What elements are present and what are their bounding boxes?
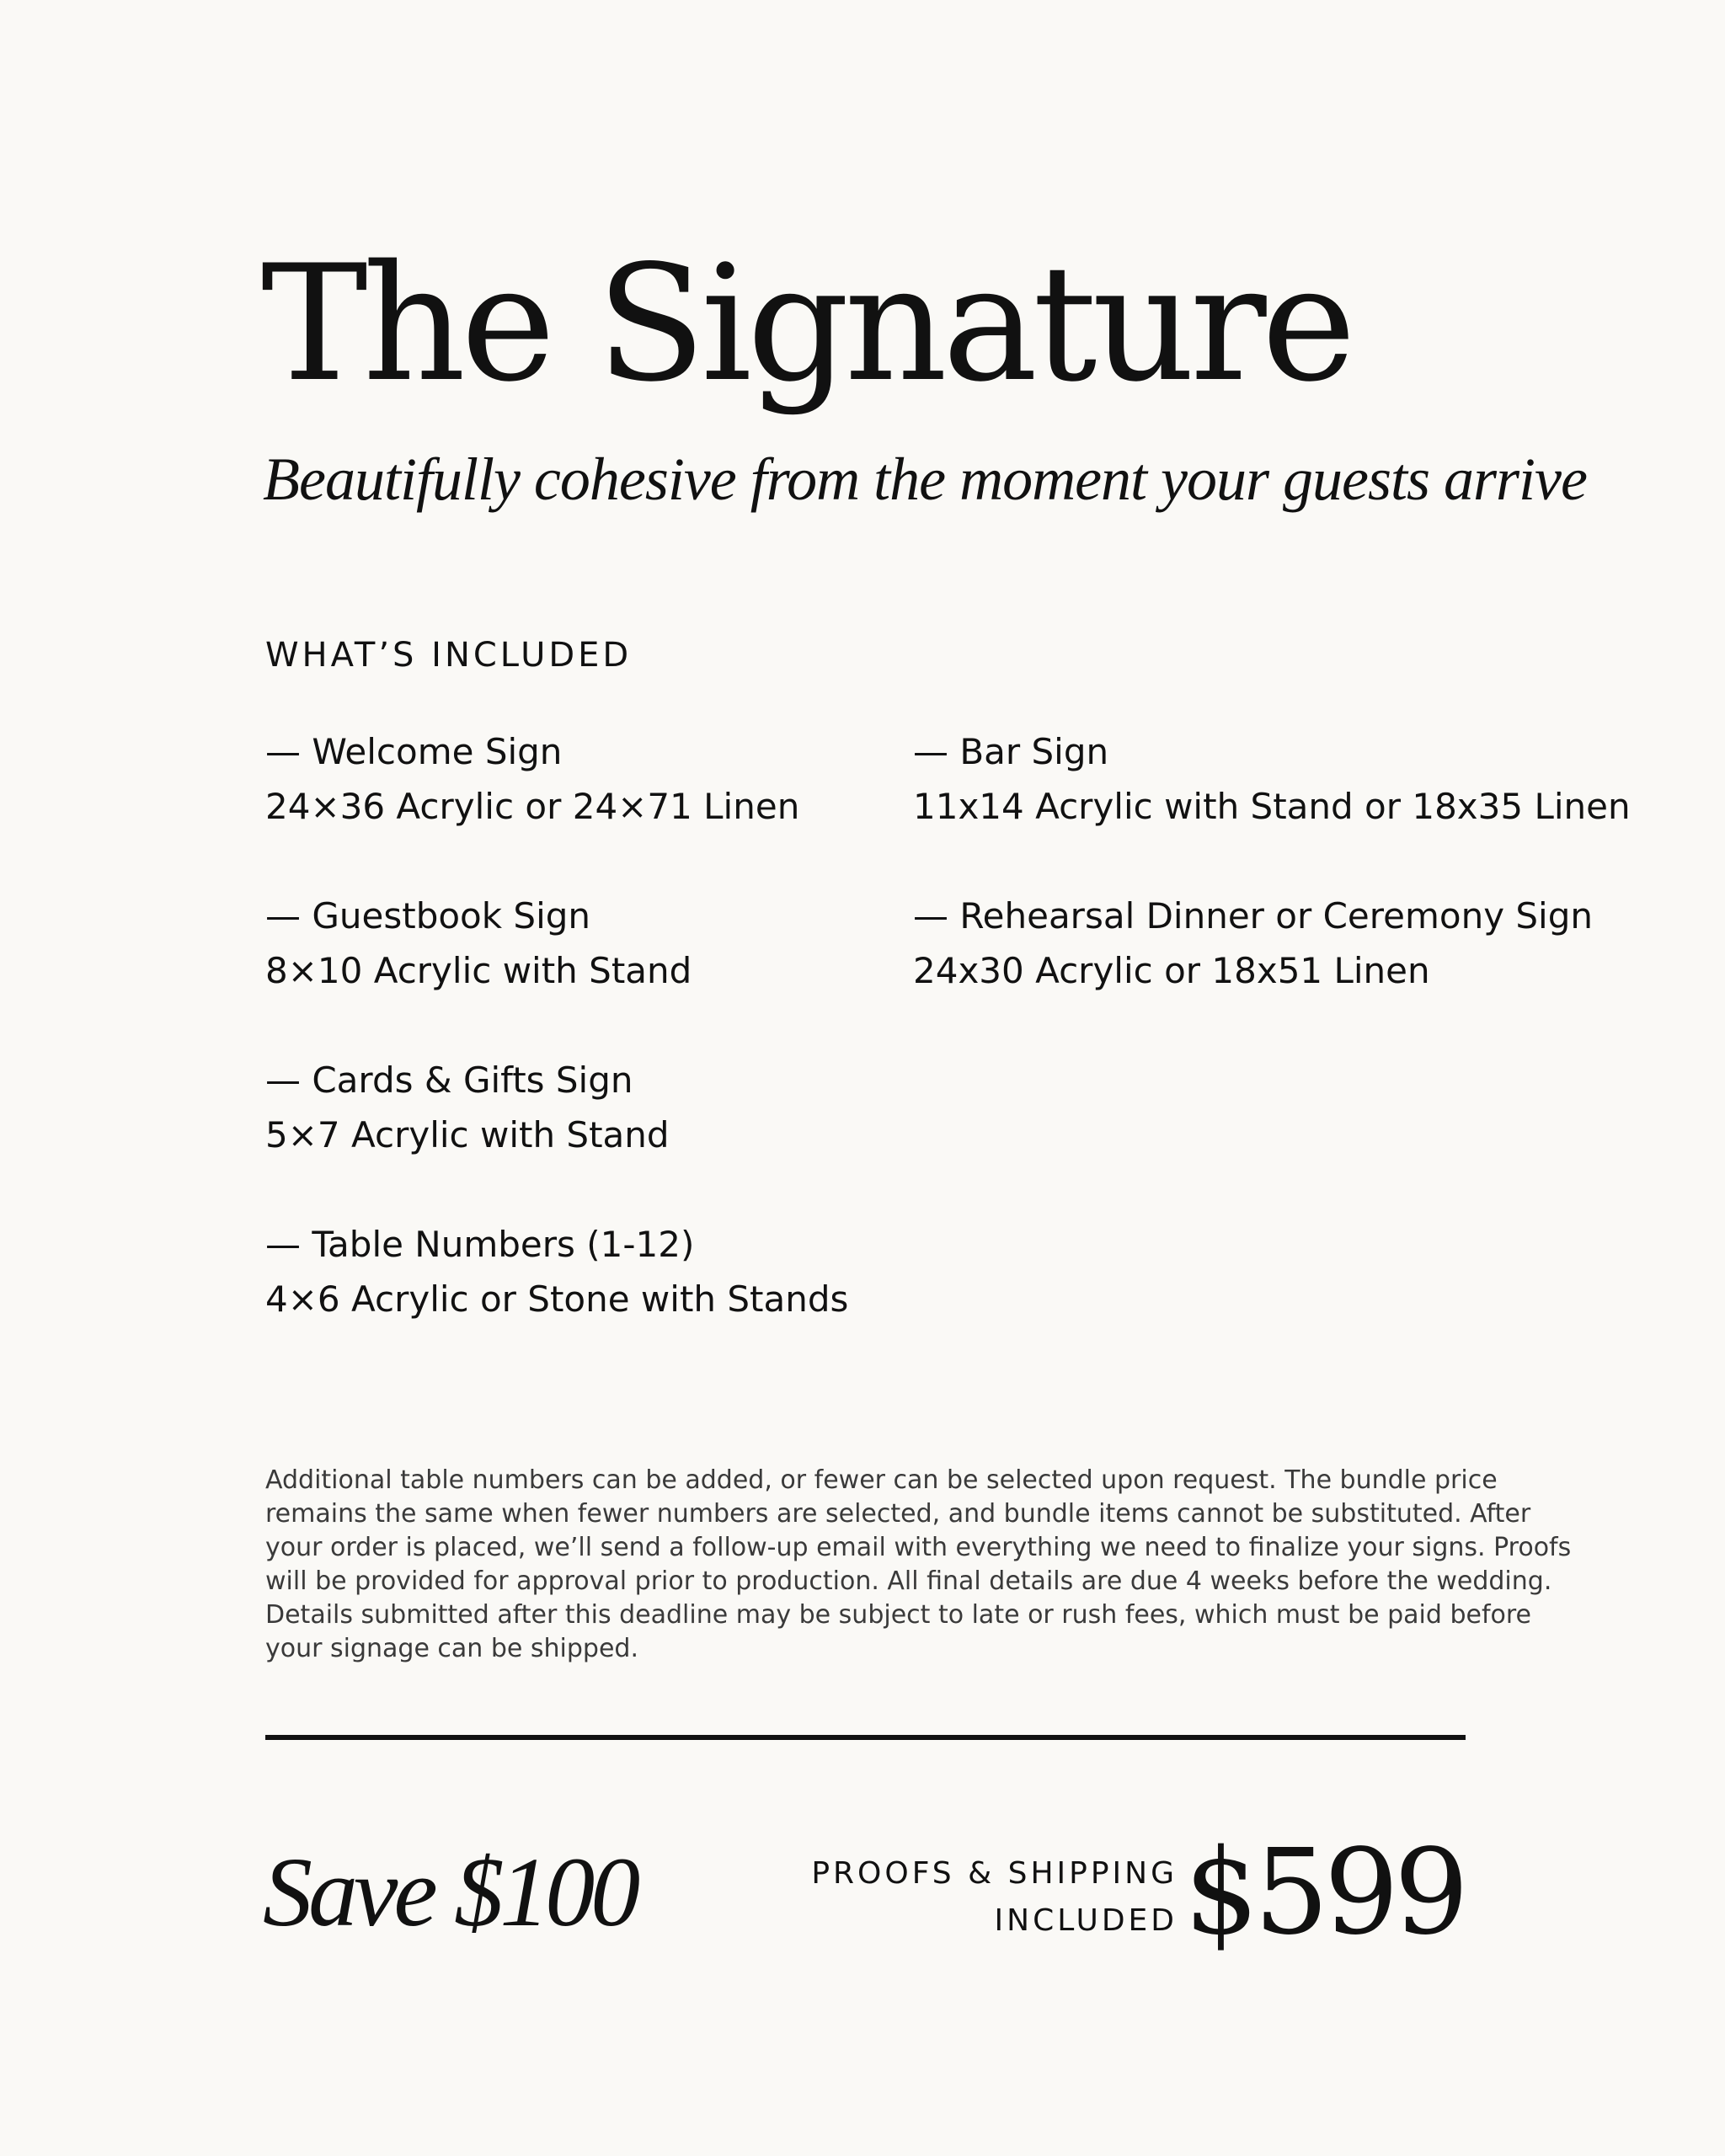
item-detail: 24×36 Acrylic or 24×71 Linen: [265, 786, 800, 827]
bundle-price: $599: [1183, 1824, 1464, 1961]
item-name: — Rehearsal Dinner or Ceremony Sign: [913, 895, 1594, 937]
included-line: INCLUDED: [994, 1903, 1178, 1938]
item-name: — Table Numbers (1-12): [265, 1224, 695, 1265]
item-name: — Bar Sign: [913, 731, 1109, 772]
terms-note-line: remains the same when fewer numbers are selected, and bundle items cannot be substituted. After: [265, 1499, 1531, 1529]
proofs-shipping-note: [811, 1850, 1178, 1945]
included-item-guestbook-sign: [265, 889, 692, 998]
item-name: — Cards & Gifts Sign: [265, 1059, 633, 1101]
item-detail: 4×6 Acrylic or Stone with Stands: [265, 1278, 849, 1320]
included-item-cards-gifts-sign: [265, 1053, 670, 1162]
page-title: The Signature: [261, 231, 1352, 417]
divider: [265, 1735, 1466, 1740]
item-name: — Welcome Sign: [265, 731, 563, 772]
item-detail: 5×7 Acrylic with Stand: [265, 1114, 670, 1155]
included-item-bar-sign: [913, 724, 1631, 834]
terms-note-line: will be provided for approval prior to production. All final details are due 4 weeks before the wedding.: [265, 1566, 1552, 1596]
terms-note: [265, 1464, 1572, 1666]
page-subtitle: Beautifully cohesive from the moment your guests arrive: [263, 446, 1587, 513]
terms-note-line: Details submitted after this deadline may be subject to late or rush fees, which must be paid before: [265, 1600, 1532, 1630]
savings-label: Save $100: [263, 1837, 637, 1947]
item-name: — Guestbook Sign: [265, 895, 591, 937]
item-detail: 11x14 Acrylic with Stand or 18x35 Linen: [913, 786, 1631, 827]
included-item-rehearsal-ceremony-sign: [913, 889, 1593, 998]
item-detail: 8×10 Acrylic with Stand: [265, 950, 692, 991]
terms-note-line: your signage can be shipped.: [265, 1634, 638, 1663]
included-item-table-numbers: [265, 1217, 848, 1326]
terms-note-line: your order is placed, we’ll send a follow-up email with everything we need to finalize your signs. Proofs: [265, 1533, 1572, 1562]
section-label-included: WHAT’S INCLUDED: [265, 636, 633, 675]
included-item-welcome-sign: [265, 724, 799, 834]
proofs-shipping-line: PROOFS & SHIPPING: [811, 1856, 1178, 1891]
item-detail: 24x30 Acrylic or 18x51 Linen: [913, 950, 1430, 991]
terms-note-line: Additional table numbers can be added, or fewer can be selected upon request. The bundle price: [265, 1465, 1498, 1495]
